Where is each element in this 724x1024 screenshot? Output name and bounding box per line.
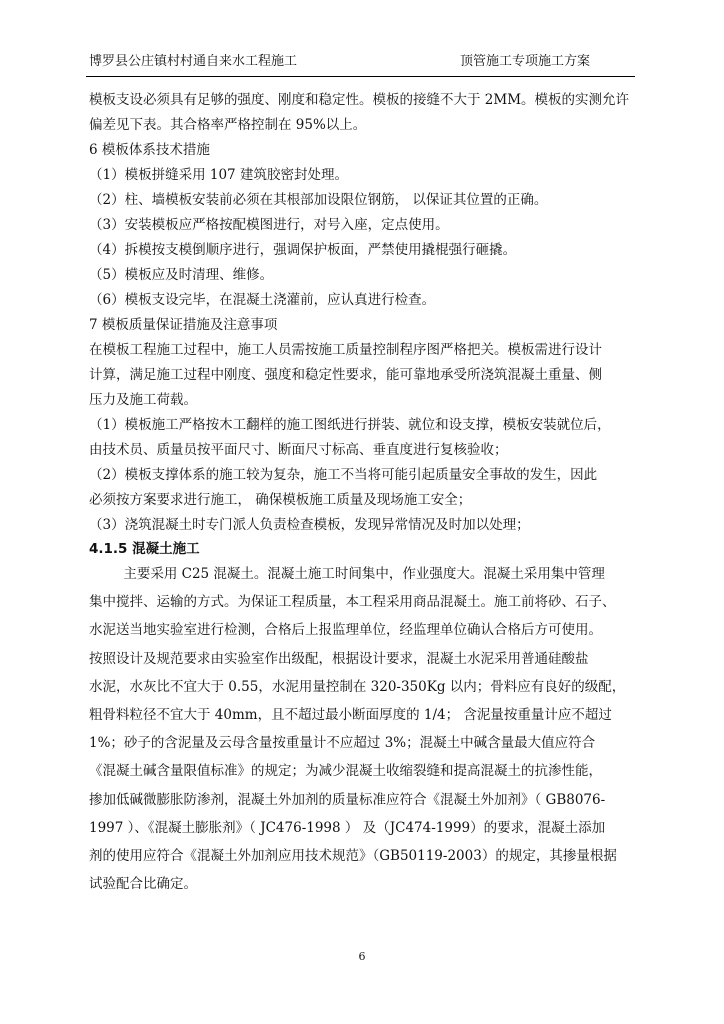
paragraph-line: 《混凝土碱含量限值标准》的规定；为减少混凝土收缩裂缝和提高混凝土的抗渗性能， — [89, 763, 602, 780]
paragraph-line: 主要采用 C25 混凝土。混凝土施工时间集中，作业强度大。混凝土采用集中管理 — [89, 566, 605, 582]
paragraph-line: 模板支设必须具有足够的强度、刚度和稳定性。模板的接缝不大于 2MM。模板的实测允许 — [89, 92, 630, 108]
list-item: （3）浇筑混凝土时专门派人负责检查模板，发现异常情况及时加以处理； — [89, 517, 530, 533]
header-project-title: 博罗县公庄镇村村通自来水工程施工 — [89, 54, 298, 69]
list-item: （5）模板应及时清理、维修。 — [89, 267, 274, 283]
paragraph-line: 试验配合比确定。 — [89, 876, 197, 893]
header-document-title: 顶管施工专项施工方案 — [460, 54, 591, 69]
header-divider — [86, 76, 635, 77]
section-heading: 4.1.5 混凝土施工 — [89, 541, 200, 557]
paragraph-line: 偏差见下表。其合格率严格控制在 95%以上。 — [89, 117, 367, 133]
heading-line: 7 模板质量保证措施及注意事项 — [89, 317, 278, 333]
paragraph-line: 粗骨料粒径不宜大于 40mm，且不超过最小断面厚度的 1/4； 含泥量按重量计应不超过 — [89, 706, 612, 723]
list-item: （6）模板支设完毕，在混凝土浇灌前，应认真进行检查。 — [89, 292, 436, 308]
list-item: 必须按方案要求进行施工， 确保模板施工质量及现场施工安全； — [89, 492, 472, 508]
paragraph-line: 剂的使用应符合《混凝土外加剂应用技术规范》（GB50119-2003）的规定，其掺量根据 — [89, 847, 617, 864]
heading-line: 6 模板体系技术措施 — [89, 142, 210, 158]
paragraph-line: 水泥送当地实验室进行检测，合格后上报监理单位，经监理单位确认合格后方可使用。 — [89, 622, 602, 639]
paragraph-line: 压力及施工荷载。 — [89, 392, 197, 408]
list-item: （4）拆模按支模倒顺序进行，强调保护板面，严禁使用撬棍强行砸撬。 — [89, 242, 517, 258]
page-header — [89, 50, 634, 72]
paragraph-line: 1997 ）、《混凝土膨胀剂》（ JC476-1998 ） 及（JC474-1999）的要求，混凝土添加 — [89, 819, 606, 836]
paragraph-line: 在模板工程施工过程中，施工人员需按施工质量控制程序图严格把关。模板需进行设计 — [89, 342, 602, 358]
list-item: （3）安装模板应严格按配模图进行，对号入座，定点使用。 — [89, 217, 449, 233]
paragraph-line: 1%；砂子的含泥量及云母含量按重量计不应超过 3%；混凝土中碱含量最大值应符合 — [89, 735, 596, 752]
list-item: （1）模板拼缝采用 107 建筑胶密封处理。 — [89, 167, 348, 183]
paragraph-line: 掺加低碱微膨胀防渗剂，混凝土外加剂的质量标准应符合《混凝土外加剂》（ GB8076- — [89, 791, 606, 808]
page-body — [89, 88, 634, 898]
list-item: （1）模板施工严格按木工翻样的施工图纸进行拼装、就位和设支撑，模板安装就位后， — [89, 417, 611, 433]
paragraph-line: 集中搅拌、运输的方式。为保证工程质量，本工程采用商品混凝土。施工前将砂、石子、 — [89, 594, 616, 611]
list-item: （2）柱、墙模板安装前必须在其根部加设限位钢筋， 以保证其位置的正确。 — [89, 192, 548, 208]
paragraph-line: 按照设计及规范要求由实验室作出级配，根据设计要求，混凝土水泥采用普通硅酸盐 — [89, 650, 589, 667]
paragraph-line: 水泥，水灰比不宜大于 0.55，水泥用量控制在 320-350Kg 以内；骨料应有良好的级配， — [89, 678, 626, 695]
page-number: 6 — [358, 950, 366, 963]
list-item: 由技术员、质量员按平面尺寸、断面尺寸标高、垂直度进行复核验收； — [89, 442, 508, 458]
paragraph-line: 计算，满足施工过程中刚度、强度和稳定性要求，能可靠地承受所浇筑混凝土重量、侧 — [89, 367, 602, 383]
list-item: （2）模板支撑体系的施工较为复杂，施工不当将可能引起质量安全事故的发生，因此 — [89, 467, 598, 483]
